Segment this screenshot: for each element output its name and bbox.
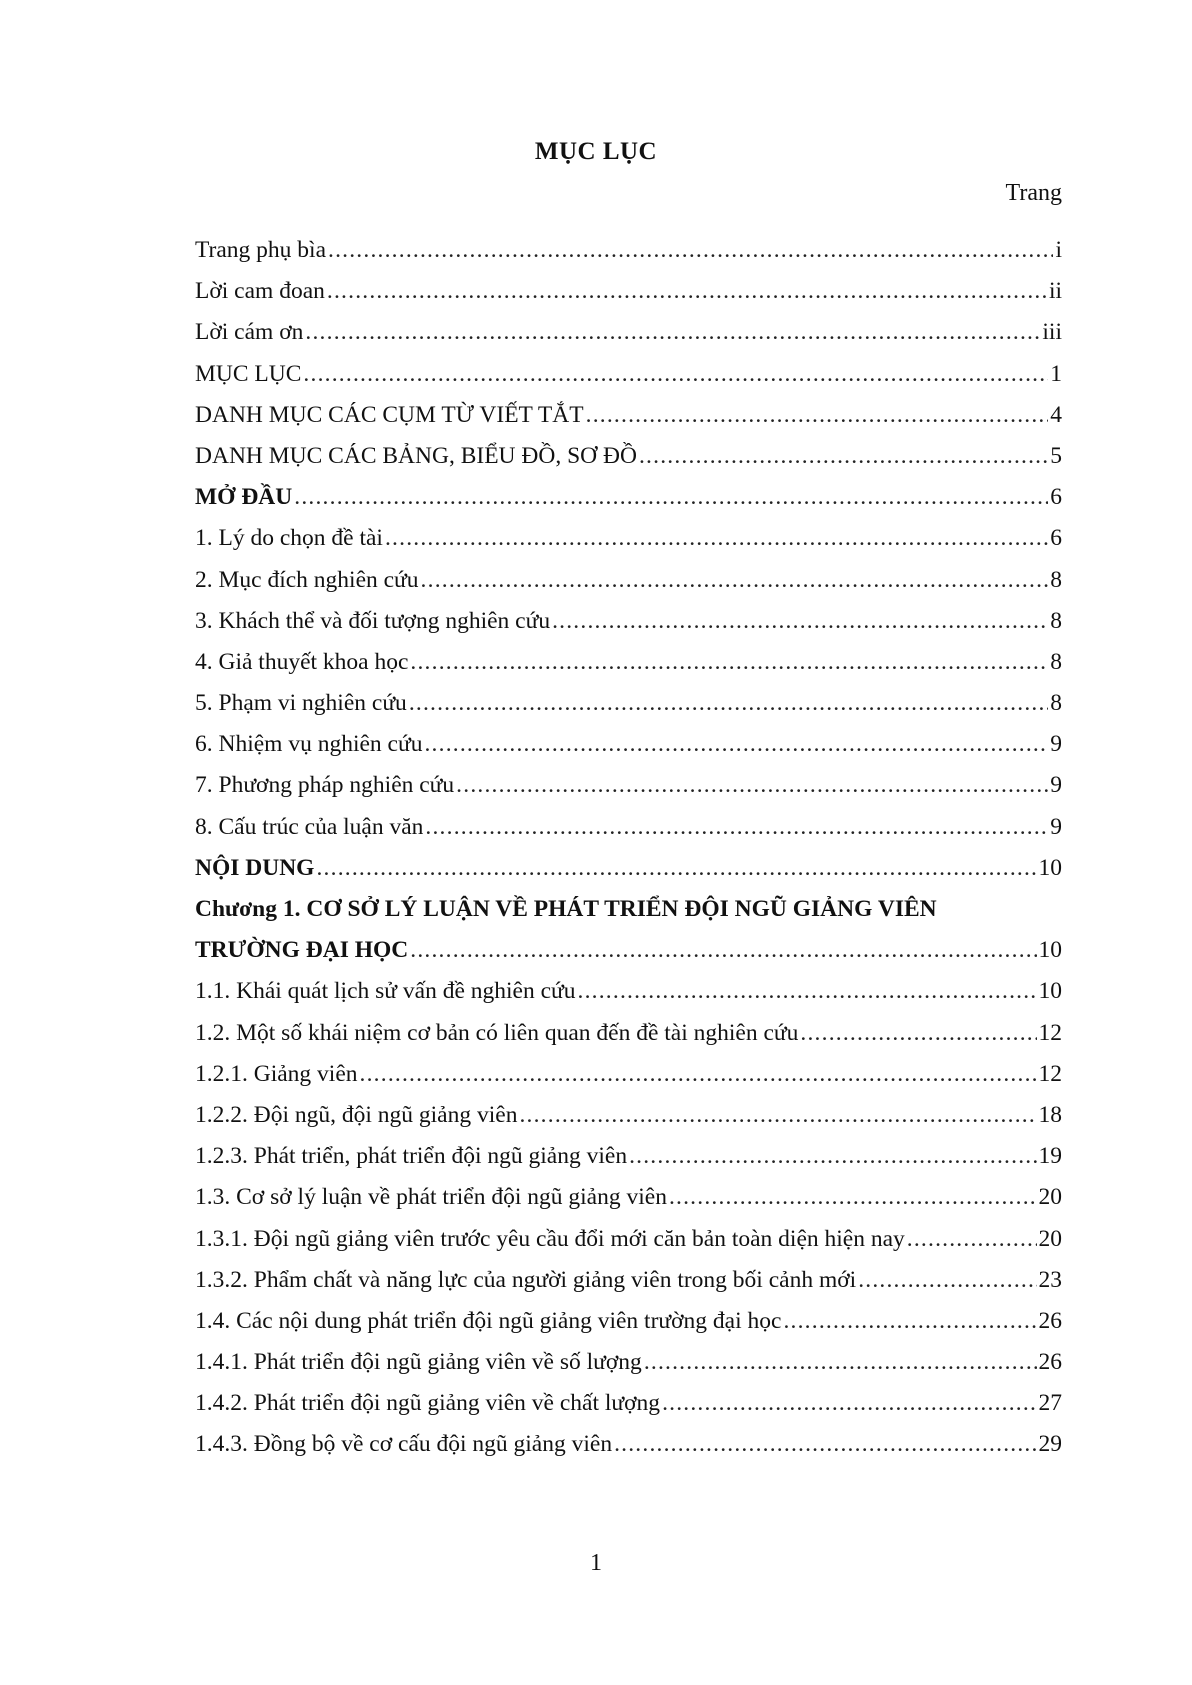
- dot-leader: [519, 1095, 1036, 1136]
- toc-entry-label: 1.2. Một số khái niệm cơ bản có liên quan đến đề tài nghiên cứu: [195, 1019, 799, 1046]
- toc-entry-label: TRƯỜNG ĐẠI HỌC: [195, 937, 409, 964]
- dot-leader: [662, 1383, 1036, 1424]
- dot-leader: [385, 518, 1048, 559]
- dot-leader: [328, 230, 1053, 271]
- toc-entry-page: 4: [1050, 401, 1062, 428]
- dot-leader: [421, 560, 1049, 601]
- toc-entry: [195, 683, 1062, 724]
- toc-entry: [195, 807, 1062, 848]
- toc-entry-label: Lời cam đoan: [195, 278, 325, 305]
- toc-entry-page: 9: [1050, 813, 1062, 840]
- toc-entry-label: 8. Cấu trúc của luận văn: [195, 813, 424, 840]
- toc-entry: [195, 477, 1062, 518]
- dot-leader: [907, 1219, 1037, 1260]
- toc-entry-page: 9: [1050, 772, 1062, 799]
- toc-entry: [195, 1136, 1062, 1177]
- toc-entry-label: 1.3. Cơ sở lý luận về phát triển đội ngũ giảng viên: [195, 1184, 667, 1211]
- page-column-label: Trang: [1005, 180, 1062, 206]
- toc-entry: [195, 642, 1062, 683]
- toc-entry-page: 26: [1038, 1307, 1062, 1334]
- toc-entry-label: 1.2.2. Đội ngũ, đội ngũ giảng viên: [195, 1101, 518, 1128]
- toc-entry: [195, 848, 1062, 889]
- toc-entry-page: 8: [1050, 690, 1062, 717]
- toc-entry: [195, 1219, 1062, 1260]
- dot-leader: [294, 477, 1048, 518]
- toc-entry: [195, 601, 1062, 642]
- toc-entry-page: ii: [1048, 278, 1062, 305]
- dot-leader: [327, 271, 1047, 312]
- toc-entry-label: Trang phụ bìa: [195, 237, 326, 263]
- toc-entry: [195, 765, 1062, 806]
- toc-entry: [195, 518, 1062, 559]
- toc-entry-label: 1.4.3. Đồng bộ về cơ cấu đội ngũ giảng viên: [195, 1431, 613, 1458]
- toc-entry-label: Lời cám ơn: [195, 319, 304, 346]
- toc-entry-page: 20: [1038, 1184, 1062, 1211]
- toc-entry-page: 8: [1050, 648, 1062, 675]
- toc-entry-label: 7. Phương pháp nghiên cứu: [195, 772, 455, 799]
- toc-entry-label: DANH MỤC CÁC BẢNG, BIỂU ĐỒ, SƠ ĐỒ: [195, 442, 637, 469]
- toc-title: MỤC LỤC: [534, 138, 658, 165]
- toc-entry-page: 12: [1038, 1019, 1062, 1046]
- toc-entry-page: i: [1055, 237, 1062, 263]
- toc-entry-label: 1.2.3. Phát triển, phát triển đội ngũ giảng viên: [195, 1143, 628, 1170]
- toc-entry-page: 6: [1050, 525, 1062, 552]
- toc-entry-label: Chương 1. CƠ SỞ LÝ LUẬN VỀ PHÁT TRIỂN ĐỘI NGŨ GIẢNG VIÊN: [195, 896, 937, 922]
- toc-entry-label: 1.4.1. Phát triển đội ngũ giảng viên về số lượng: [195, 1349, 642, 1376]
- toc-entry: [195, 1013, 1062, 1054]
- dot-leader: [410, 642, 1048, 683]
- toc-entry-label: NỘI DUNG: [195, 854, 315, 881]
- toc-entry-page: 10: [1038, 978, 1062, 1005]
- toc-entry-page: 10: [1038, 854, 1062, 881]
- dot-leader: [425, 807, 1048, 848]
- toc-entry: [195, 312, 1062, 353]
- dot-leader: [305, 312, 1040, 353]
- toc-entry-page: 18: [1038, 1101, 1062, 1128]
- toc-entry-page: 23: [1038, 1266, 1062, 1293]
- toc-entry-page: 9: [1050, 731, 1062, 758]
- toc-entry: [195, 889, 1062, 930]
- dot-leader: [410, 930, 1036, 971]
- toc-entry-label: 6. Nhiệm vụ nghiên cứu: [195, 731, 423, 758]
- toc-entry-label: 1. Lý do chọn đề tài: [195, 525, 383, 552]
- toc-entry-page: 8: [1050, 566, 1062, 593]
- toc-entry: [195, 1424, 1062, 1465]
- toc-entry: [195, 1177, 1062, 1218]
- toc-entry: [195, 1054, 1062, 1095]
- toc-entry-page: 6: [1050, 484, 1062, 511]
- toc-entry-label: 2. Mục đích nghiên cứu: [195, 566, 419, 593]
- toc-entry: [195, 930, 1062, 971]
- toc-entry: [195, 271, 1062, 312]
- dot-leader: [424, 724, 1048, 765]
- dot-leader: [303, 354, 1048, 395]
- toc-entry-label: 3. Khách thể và đối tượng nghiên cứu: [195, 607, 551, 634]
- toc-entry-label: 1.3.1. Đội ngũ giảng viên trước yêu cầu đổi mới căn bản toàn diện hiện nay: [195, 1225, 905, 1252]
- toc-entry: [195, 1095, 1062, 1136]
- dot-leader: [669, 1177, 1037, 1218]
- dot-leader: [858, 1260, 1036, 1301]
- toc-entry-label: 4. Giả thuyết khoa học: [195, 648, 409, 675]
- dot-leader: [800, 1013, 1036, 1054]
- toc-entry-page: 26: [1038, 1349, 1062, 1376]
- toc-entry: [195, 1342, 1062, 1383]
- toc-entry: [195, 354, 1062, 395]
- toc-entry-label: 1.4. Các nội dung phát triển đội ngũ giảng viên trường đại học: [195, 1307, 782, 1334]
- toc-entry-label: 1.3.2. Phẩm chất và năng lực của người giảng viên trong bối cảnh mới: [195, 1266, 857, 1293]
- toc-entry-label: 1.2.1. Giảng viên: [195, 1060, 358, 1087]
- dot-leader: [316, 848, 1036, 889]
- toc-entry: [195, 724, 1062, 765]
- toc-entry: [195, 395, 1062, 436]
- toc-entry: [195, 560, 1062, 601]
- toc-entry: [195, 436, 1062, 477]
- toc-entry-label: DANH MỤC CÁC CỤM TỪ VIẾT TẮT: [195, 401, 584, 428]
- toc-entry-page: 19: [1038, 1143, 1062, 1170]
- dot-leader: [644, 1342, 1037, 1383]
- toc-entry: [195, 230, 1062, 271]
- dot-leader: [456, 765, 1048, 806]
- dot-leader: [639, 436, 1048, 477]
- toc-entry-page: 20: [1038, 1225, 1062, 1252]
- dot-leader: [578, 971, 1037, 1012]
- dot-leader: [629, 1136, 1036, 1177]
- toc-entry-label: MỞ ĐẦU: [195, 484, 293, 511]
- dot-leader: [360, 1054, 1037, 1095]
- toc-entry-page: 8: [1050, 607, 1062, 634]
- dot-leader: [783, 1301, 1036, 1342]
- toc-entry-label: MỤC LỤC: [195, 360, 302, 387]
- toc-entry-page: 27: [1038, 1390, 1062, 1417]
- toc-entry-label: 5. Phạm vi nghiên cứu: [195, 690, 407, 717]
- toc-entry-page: iii: [1042, 319, 1062, 346]
- dot-leader: [614, 1424, 1036, 1465]
- toc-entry: [195, 1383, 1062, 1424]
- dot-leader: [552, 601, 1048, 642]
- table-of-contents: [195, 230, 1062, 1466]
- toc-entry: [195, 971, 1062, 1012]
- toc-entry-page: 10: [1038, 937, 1062, 964]
- toc-entry-page: 29: [1038, 1431, 1062, 1458]
- toc-entry: [195, 1301, 1062, 1342]
- toc-entry-page: 1: [1050, 360, 1062, 387]
- toc-entry-label: 1.1. Khái quát lịch sử vấn đề nghiên cứu: [195, 978, 576, 1005]
- toc-entry-label: 1.4.2. Phát triển đội ngũ giảng viên về chất lượng: [195, 1390, 661, 1417]
- toc-entry-page: 5: [1050, 442, 1062, 469]
- page-number: 1: [590, 1550, 602, 1576]
- dot-leader: [409, 683, 1048, 724]
- toc-entry-page: 12: [1038, 1060, 1062, 1087]
- dot-leader: [586, 395, 1049, 436]
- toc-entry: [195, 1260, 1062, 1301]
